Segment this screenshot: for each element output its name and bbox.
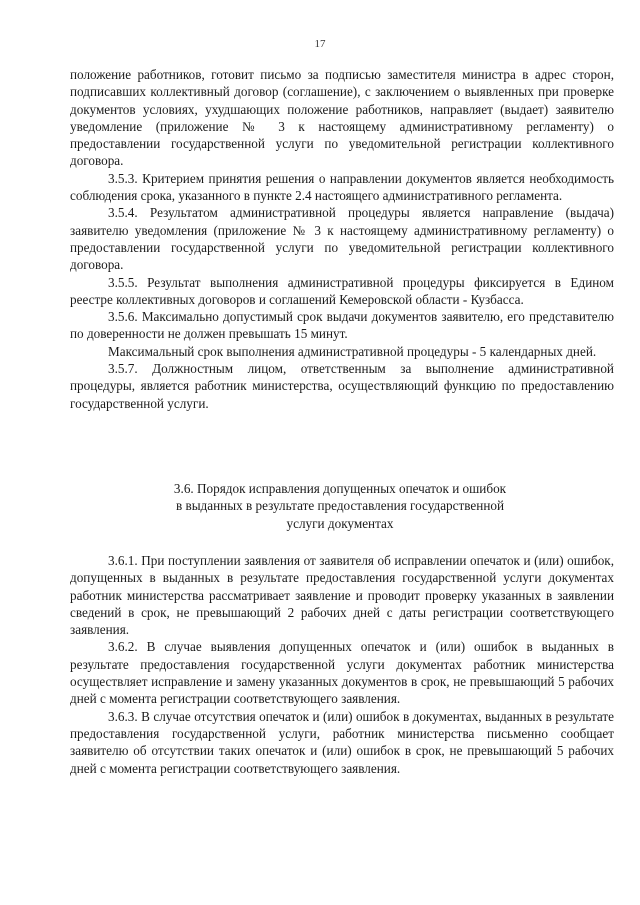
paragraph-3-5-3: 3.5.3. Критерием принятия решения о направлении документов является необходимость соблюдения срока, указанного в пункте 2.4 настоящего административного регламента.	[70, 170, 614, 204]
paragraph-3-6-1: 3.6.1. При поступлении заявления от заявителя об исправлении опечаток и (или) ошибок, допущенных в выданных в результате предоставления государственной услуги документах работник министерства рассматривает заявление и проводит проверку указанных в заявлении сведений в срок, не превышающий 2 рабочих дней с даты регистрации соответствующего заявления.	[70, 553, 614, 638]
paragraph-3-6-3: 3.6.3. В случае отсутствия опечаток и (или) ошибок в документах, выданных в результате предоставления государственной услуги, работник министерства письменно сообщает заявителю об отсутствии таких опечаток и (или) ошибок в срок, не превышающий 5 рабочих дней с момента регистрации соответствующего заявления.	[70, 708, 614, 776]
paragraph-max-term: Максимальный срок выполнения административной процедуры - 5 календарных дней.	[108, 343, 597, 359]
document-body-upper	[70, 66, 614, 412]
heading-line: в выданных в результате предоставления государственной	[175, 498, 505, 514]
paragraph-3-5-4: 3.5.4. Результатом административной процедуры является направление (выдача) заявителю уведомления (приложение № 3 к настоящему административному регламенту) о предоставлении государственной услуги по уведомительной регистрации коллективного договора.	[70, 205, 614, 273]
paragraph-continuation: положение работников, готовит письмо за подписью заместителя министра в адрес сторон, подписавших коллективный договор (соглашение), с заключением о выявленных при проверке документов условиях, ухудшающих положение работников, направляет (выдает) заявителю уведомление (приложение № 3 к настоящему административному регламенту) о предоставлении государственной услуги по уведомительной регистрации коллективного договора.	[70, 67, 614, 169]
paragraph-3-6-2: 3.6.2. В случае выявления допущенных опечаток и (или) ошибок в выданных в результате предоставления государственной услуги документах работник министерства осуществляет исправление и замену указанных документов в срок, не превышающий 5 рабочих дней с момента регистрации соответствующего заявления.	[70, 639, 614, 707]
document-body-lower	[70, 552, 614, 777]
section-heading-3-6	[110, 480, 570, 532]
heading-line: услуги документах	[286, 515, 394, 531]
page-number: 17	[314, 38, 326, 50]
paragraph-3-5-5: 3.5.5. Результат выполнения административной процедуры фиксируется в Едином реестре коллективных договоров и соглашений Кемеровской области - Кузбасса.	[70, 274, 614, 307]
paragraph-3-5-6: 3.5.6. Максимально допустимый срок выдачи документов заявителю, его представителю по доверенности не должен превышать 15 минут.	[70, 309, 614, 342]
heading-line: 3.6. Порядок исправления допущенных опечаток и ошибок	[173, 481, 507, 496]
paragraph-3-5-7: 3.5.7. Должностным лицом, ответственным за выполнение административной процедуры, является работник министерства, осуществляющий функцию по предоставлению государственной услуги.	[70, 361, 614, 411]
